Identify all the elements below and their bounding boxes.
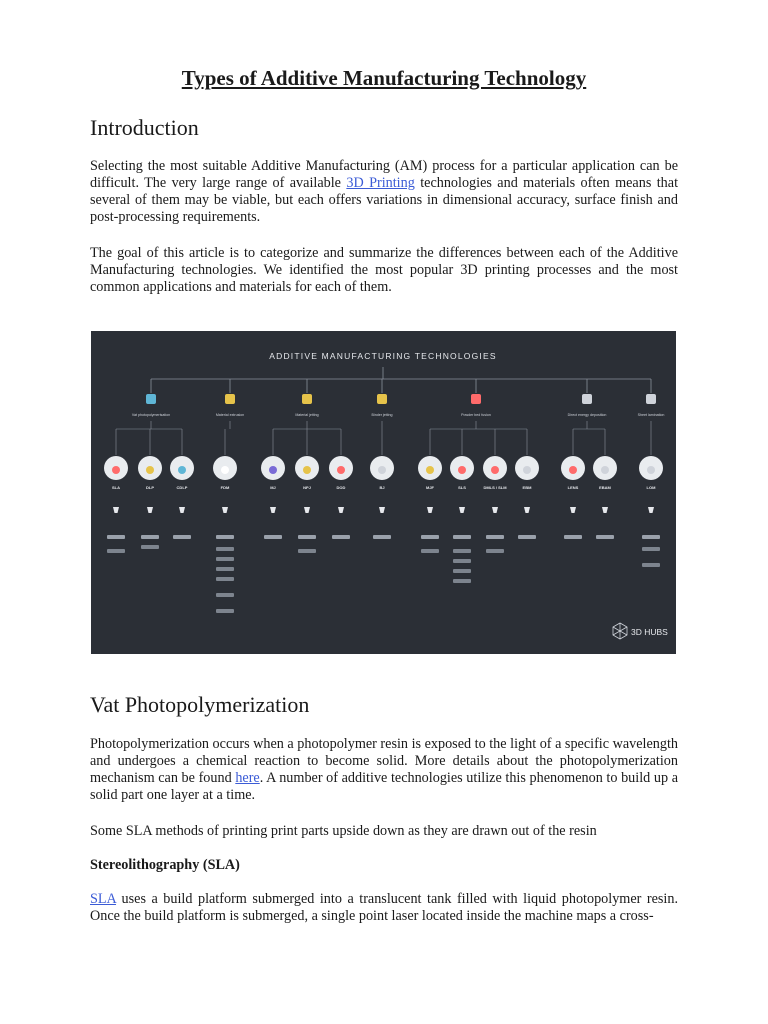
tech-process-dot — [426, 466, 434, 474]
manufacturer-logo — [564, 535, 582, 539]
category-label: Vat photopolymerisation — [131, 413, 171, 417]
section-heading-introduction: Introduction — [90, 115, 199, 140]
manufacturer-logo — [298, 549, 316, 553]
sla-p-text: uses a build platform submerged into a translucent tank filled with liquid photopolymer resin. Once the build platform is submerged, a single point laser located inside the machine maps a cross- — [90, 891, 678, 924]
manufacturer-logo — [216, 567, 234, 571]
tech-label: DOD — [336, 485, 346, 490]
category-icon — [646, 394, 656, 404]
intro-paragraph-2: The goal of this article is to categorize and summarize the differences between each of the Additive Manufacturing technologies. We identified the most popular 3D printing processes and the most common applications and materials for each of them. — [90, 245, 678, 295]
category-icon — [377, 394, 387, 404]
material-icon — [492, 507, 498, 513]
tech-label: LENS — [567, 485, 579, 490]
tech-label: DLP — [146, 485, 154, 490]
material-icon — [427, 507, 433, 513]
tech-label: CDLP — [176, 485, 188, 490]
tech-label: FDM — [220, 485, 230, 490]
category-icon — [582, 394, 592, 404]
material-icon — [648, 507, 654, 513]
tech-label: NPJ — [303, 485, 311, 490]
tech-process-dot — [269, 466, 277, 474]
manufacturer-logo — [216, 557, 234, 561]
manufacturer-logo — [486, 549, 504, 553]
manufacturer-logo — [107, 535, 125, 539]
category-label: Material extrusion — [215, 413, 245, 417]
material-icon — [222, 507, 228, 513]
tech-process-dot — [491, 466, 499, 474]
manufacturer-logo — [107, 549, 125, 553]
3d-hubs-logo — [613, 623, 668, 639]
material-icon — [570, 507, 576, 513]
category-icon — [471, 394, 481, 404]
material-icon — [602, 507, 608, 513]
manufacturer-logo — [141, 545, 159, 549]
intro-p1-text-b: technologies and materials often means that several of them may be viable, but each offers variations in dimensional accuracy, surface finish and post-processing requirements. — [90, 175, 679, 225]
tech-label: LOM — [646, 485, 656, 490]
manufacturer-logo — [216, 547, 234, 551]
tech-process-dot — [458, 466, 466, 474]
manufacturer-logo — [264, 535, 282, 539]
tech-process-dot — [523, 466, 531, 474]
document-title: Types of Additive Manufacturing Technology — [181, 66, 587, 90]
manufacturer-logo — [298, 535, 316, 539]
tech-label: MJ — [270, 485, 276, 490]
tech-label: DMLS / SLM — [483, 485, 507, 490]
manufacturer-logo — [173, 535, 191, 539]
manufacturer-logo — [486, 535, 504, 539]
category-icon — [146, 394, 156, 404]
section-heading-vat: Vat Photopolymerization — [90, 692, 310, 717]
material-icon — [179, 507, 185, 513]
material-icon — [147, 507, 153, 513]
material-icon — [338, 507, 344, 513]
sla-paragraph — [90, 891, 678, 925]
tech-label: BJ — [379, 485, 385, 490]
intro-p1-text-a: Selecting the most suitable Additive Manufacturing (AM) process for a particular application can be difficult. The very large range of available — [90, 158, 678, 191]
tech-label: EBM — [522, 485, 532, 490]
tech-process-dot — [378, 466, 386, 474]
tech-process-dot — [647, 466, 655, 474]
manufacturer-logo — [332, 535, 350, 539]
manufacturer-logo — [642, 535, 660, 539]
here-link[interactable]: here — [235, 770, 260, 786]
material-icon — [304, 507, 310, 513]
material-icon — [524, 507, 530, 513]
manufacturer-logo — [642, 563, 660, 567]
manufacturer-logo — [216, 535, 234, 539]
manufacturer-logo — [373, 535, 391, 539]
infographic-title: ADDITIVE MANUFACTURING TECHNOLOGIES — [269, 351, 497, 361]
manufacturer-logo — [453, 549, 471, 553]
category-label: Direct energy deposition — [567, 413, 607, 417]
vat-p1-text-b: . A number of additive technologies utilize this phenomenon to build up a solid part one layer at a time. — [90, 770, 678, 803]
tech-process-dot — [569, 466, 577, 474]
vat-p1-text-a: Photopolymerization occurs when a photopolymer resin is exposed to the light of a specific wavelength and undergoes a chemical reaction to become solid. More details about the photopolymerization mechanism can be found — [90, 736, 678, 786]
sla-link[interactable]: SLA — [90, 891, 117, 907]
vat-paragraph-1 — [90, 736, 678, 804]
manufacturer-logo — [453, 579, 471, 583]
3d-printing-link[interactable]: 3D Printing — [346, 175, 415, 191]
tech-process-dot — [601, 466, 609, 474]
tech-process-dot — [178, 466, 186, 474]
category-icon — [302, 394, 312, 404]
infographic-body — [104, 367, 664, 613]
manufacturer-logo — [642, 547, 660, 551]
sla-note: Some SLA methods of printing print parts upside down as they are drawn out of the resin — [90, 823, 597, 839]
manufacturer-logo — [453, 569, 471, 573]
category-label: Sheet lamination — [637, 413, 665, 417]
category-label: Binder jetting — [371, 413, 393, 417]
tech-label: MJF — [426, 485, 434, 490]
material-icon — [459, 507, 465, 513]
intro-paragraph-1 — [90, 158, 678, 226]
tech-process-dot — [337, 466, 345, 474]
am-technologies-infographic — [91, 331, 676, 654]
manufacturer-logo — [216, 609, 234, 613]
tech-label: EBAM — [599, 485, 611, 490]
tech-label: SLA — [112, 485, 120, 490]
material-icon — [270, 507, 276, 513]
manufacturer-logo — [421, 535, 439, 539]
infographic-svg — [91, 331, 676, 654]
manufacturer-logo — [421, 549, 439, 553]
manufacturer-logo — [141, 535, 159, 539]
manufacturer-logo — [453, 535, 471, 539]
tech-label: SLS — [458, 485, 466, 490]
tech-process-dot — [112, 466, 120, 474]
manufacturer-logo — [518, 535, 536, 539]
material-icon — [379, 507, 385, 513]
manufacturer-logo — [216, 593, 234, 597]
category-icon — [225, 394, 235, 404]
category-label: Powder bed fusion — [461, 413, 491, 417]
hubs-brand-text: 3D HUBS — [631, 627, 668, 637]
material-icon — [113, 507, 119, 513]
tech-process-dot — [221, 466, 229, 474]
hubs-cube-icon — [613, 623, 627, 639]
manufacturer-logo — [453, 559, 471, 563]
manufacturer-logo — [216, 577, 234, 581]
tech-process-dot — [146, 466, 154, 474]
tech-process-dot — [303, 466, 311, 474]
category-label: Material jetting — [295, 413, 319, 417]
sla-subheading: Stereolithography (SLA) — [90, 857, 240, 873]
manufacturer-logo — [596, 535, 614, 539]
